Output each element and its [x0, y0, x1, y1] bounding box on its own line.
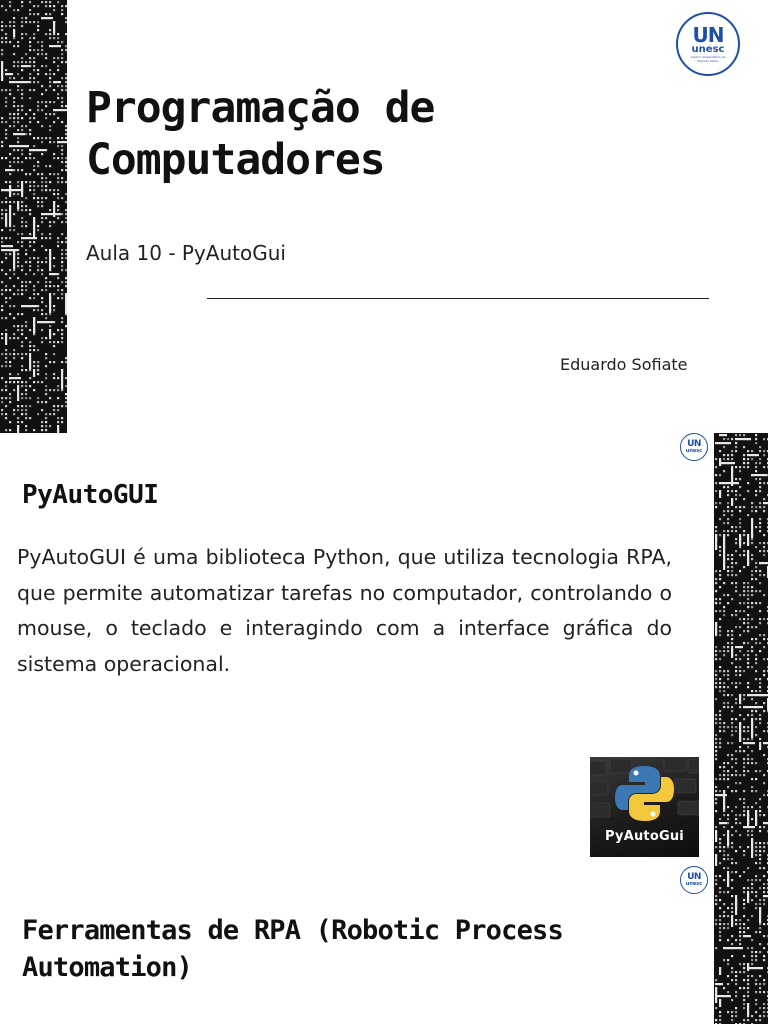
logo-unesc: unesc: [691, 43, 725, 55]
unesc-logo-icon: [676, 12, 740, 76]
logo-unesc: unesc: [685, 448, 703, 454]
logo-un: UN: [687, 872, 701, 882]
circuit-pattern-right: [714, 433, 768, 866]
pyautogui-image: [590, 757, 699, 857]
course-title: Programação de Computadores: [86, 83, 435, 185]
lesson-subtitle: Aula 10 - PyAutoGui: [86, 241, 286, 265]
image-caption: PyAutoGui: [605, 829, 684, 844]
pyautogui-slide: [0, 433, 768, 866]
logo-un: UN: [687, 439, 701, 449]
description-paragraph: PyAutoGUI é uma biblioteca Python, que utiliza tecnologia RPA, que permite automatizar tarefas no computador, controlando o mouse, o teclado e interagindo com a interface gráfica do sistema operacional.: [17, 545, 672, 676]
logo-subtitle: Centro Universitário do Espírito Santo: [690, 54, 726, 63]
logo-un: UN: [692, 22, 724, 47]
unesc-logo-small-icon: [680, 433, 708, 461]
title-slide: [0, 0, 768, 433]
section-heading: PyAutoGUI: [22, 480, 159, 510]
python-logo-icon: [590, 757, 699, 829]
rpa-tools-slide: [0, 866, 768, 1024]
divider-line: [207, 298, 709, 299]
author-name: Eduardo Sofiate: [560, 355, 688, 374]
unesc-logo-small-icon: [680, 866, 708, 894]
section-heading: Ferramentas de RPA (Robotic Process Automation): [22, 915, 563, 983]
circuit-pattern-left: [0, 0, 67, 433]
circuit-pattern-right: [714, 866, 768, 1024]
logo-unesc: unesc: [685, 881, 703, 887]
